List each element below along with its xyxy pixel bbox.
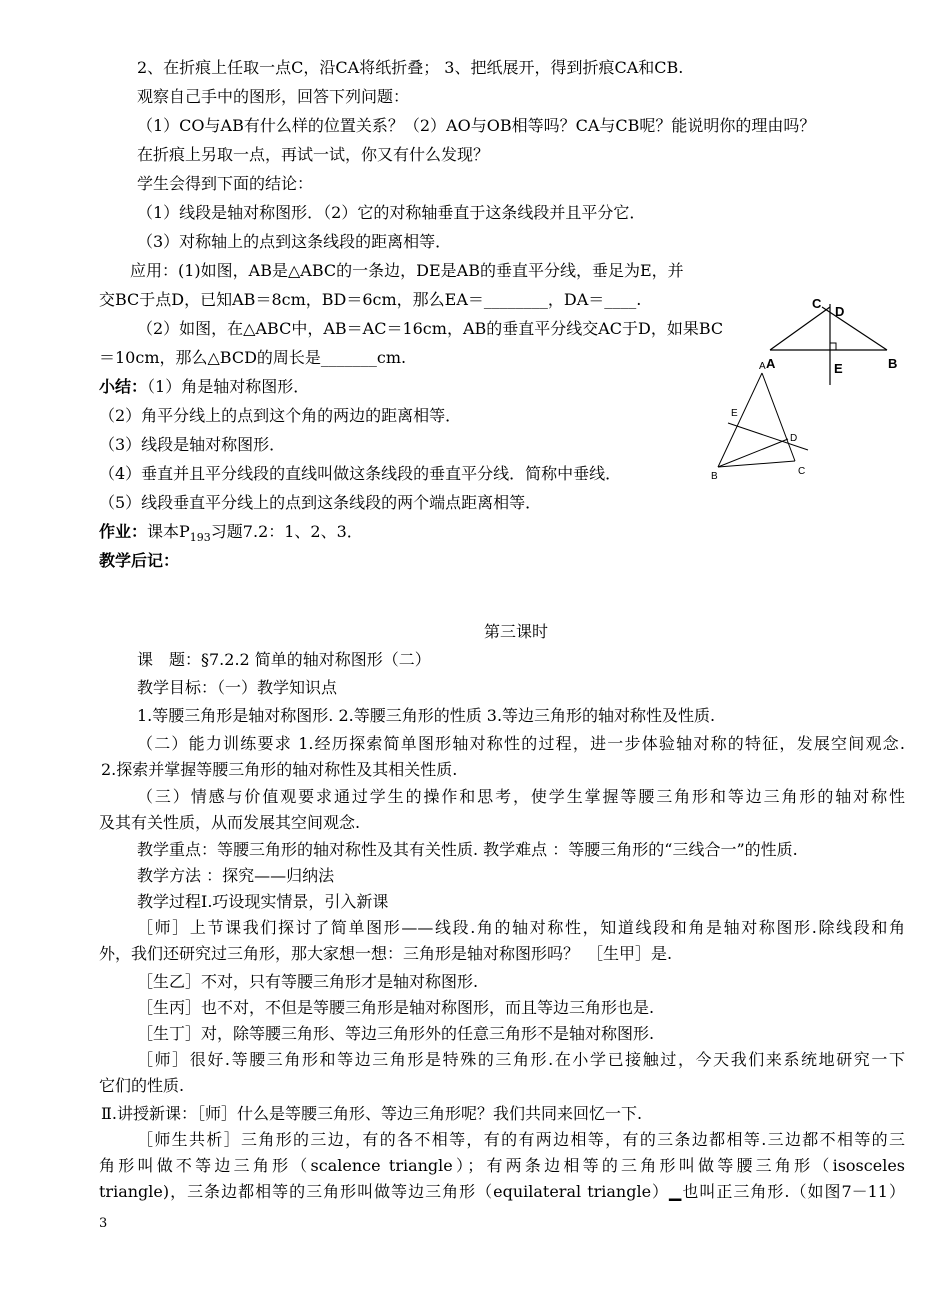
summary-line-1: 小结：（1）角是轴对称图形． [99, 377, 310, 396]
text-line: ［师生共析］三角形的三边，有的各不相等，有的有两边相等，有的三条边都相等.三边都不相等的三 [137, 1130, 905, 1149]
text-line: 观察自己手中的图形，回答下列问题： [137, 87, 410, 106]
text-line: 1.等腰三角形是轴对称图形. 2.等腰三角形的性质 3.等边三角形的轴对称性及性质. [137, 706, 716, 725]
summary-line: （3）线段是轴对称图形． [99, 435, 286, 454]
lesson-heading: 第三课时 [483, 622, 548, 641]
homework-label: 作业： [99, 522, 148, 541]
text-line: ［师］很好.等腰三角形和等边三角形是特殊的三角形.在小学已接触过，今天我们来系统地研究一下 [137, 1050, 905, 1069]
page-number: 3 [99, 1216, 108, 1231]
summary-line: （4）垂直并且平分线段的直线叫做这条线段的垂直平分线．简称中垂线． [99, 464, 622, 483]
text-line: ＝10cm，那么△BCD的周长是_______cm. [99, 348, 407, 367]
text-line: 教学重点：等腰三角形的轴对称性及其有关性质. 教学难点 ：等腰三角形的“三线合一”的性质. [137, 840, 798, 859]
summary-line: （5）线段垂直平分线上的点到这条线段的两个端点距离相等． [99, 493, 542, 512]
text-line: （1）CO与AB有什么样的位置关系？（2）AO与OB相等吗？CA与CB呢？能说明你的理由吗？ [137, 116, 816, 135]
text-line: （二）能力训练要求 1.经历探索简单图形轴对称性的过程，进一步体验轴对称的特征，发展空间观念. [137, 734, 905, 753]
label-E: E [731, 408, 738, 419]
label-D: D [835, 304, 845, 319]
label-B: B [888, 356, 898, 371]
homework-line: 作业：课本$P_{193}$习题7.2：1、2、3． [99, 522, 363, 545]
postscript-label: 教学后记： [99, 551, 180, 570]
text-line: 它们的性质. [99, 1076, 185, 1095]
text-line: ［师］上节课我们探讨了简单图形——线段.角的轴对称性，知道线段和角是轴对称图形.除线段和角 [137, 918, 905, 937]
text-line: 在折痕上另取一点，再试一试，你又有什么发现？ [137, 145, 490, 164]
text-line: triangle)，三条边都相等的三角形叫做等边三角形（equilateral triangle）▁也叫正三角形.（如图7－11） [99, 1182, 905, 1201]
application-problem-1: 应用：(1)如图，AB是△ABC的一条边，DE是AB的垂直平分线，垂足为E，并 [130, 261, 684, 280]
right-angle-mark [830, 343, 836, 350]
application-problem-2: （2）如图，在△ABC中，AB＝AC＝16cm，AB的垂直平分线交AC于D，如果BC [137, 319, 724, 338]
label-C: C [812, 296, 822, 311]
text-line: 教学方法 ：探究——归纳法 [137, 866, 335, 885]
text-line: 交BC于点D，已知AB＝8cm，BD＝6cm，那么EA＝________，DA＝____. [99, 290, 642, 309]
figure-2-isosceles-triangle [700, 355, 830, 490]
segment-AB [718, 373, 762, 467]
segment-AC [770, 307, 830, 350]
lesson-topic: 课 题：§7.2.2 简单的轴对称图形（二） [137, 650, 431, 669]
text-line: 学生会得到下面的结论： [137, 174, 314, 193]
summary-line: （2）角平分线上的点到这个角的两边的距离相等． [99, 406, 462, 425]
text-line: 教学目标：（一）教学知识点 [137, 678, 338, 697]
label-A: A [759, 361, 766, 372]
text-line: 2.探索并掌握等腰三角形的轴对称性及其相关性质. [101, 760, 458, 779]
text-line: ［生丙］也不对，不但是等腰三角形是轴对称图形，而且等边三角形也是. [137, 998, 655, 1017]
text-line: （三）情感与价值观要求通过学生的操作和思考，使学生掌握等腰三角形和等边三角形的轴对称性 [137, 787, 905, 806]
label-C: C [798, 466, 806, 477]
text-line: ［生丁］对，除等腰三角形、等边三角形外的任意三角形不是轴对称图形. [137, 1024, 655, 1043]
label-B: B [711, 471, 718, 482]
text-line: 外，我们还研究过三角形，那大家想一想：三角形是轴对称图形吗？ ［生甲］是. [99, 944, 673, 963]
text-line: （1）线段是轴对称图形．（2）它的对称轴垂直于这条线段并且平分它． [137, 203, 646, 222]
text-line: Ⅱ.讲授新课：［师］什么是等腰三角形、等边三角形呢？我们共同来回忆一下. [101, 1104, 643, 1123]
text-line: 2、在折痕上任取一点C，沿CA将纸折叠； 3、把纸展开，得到折痕CA和CB. [137, 58, 684, 77]
text-line: 教学过程Ⅰ.巧设现实情景，引入新课 [137, 892, 389, 911]
segment-CB [822, 307, 887, 350]
text-line: ［生乙］不对，只有等腰三角形才是轴对称图形. [137, 972, 479, 991]
label-D: D [790, 433, 798, 444]
text-line: 及其有关性质，从而发展其空间观念. [99, 813, 361, 832]
label-A: A [766, 356, 776, 371]
summary-label: 小结： [99, 377, 148, 396]
label-E: E [834, 361, 843, 376]
text-line: （3）对称轴上的点到这条线段的距离相等． [137, 232, 452, 251]
text-line: 角形叫做不等边三角形（scalence triangle）；有两条边相等的三角形叫做等腰三角形（isosceles [99, 1156, 905, 1175]
